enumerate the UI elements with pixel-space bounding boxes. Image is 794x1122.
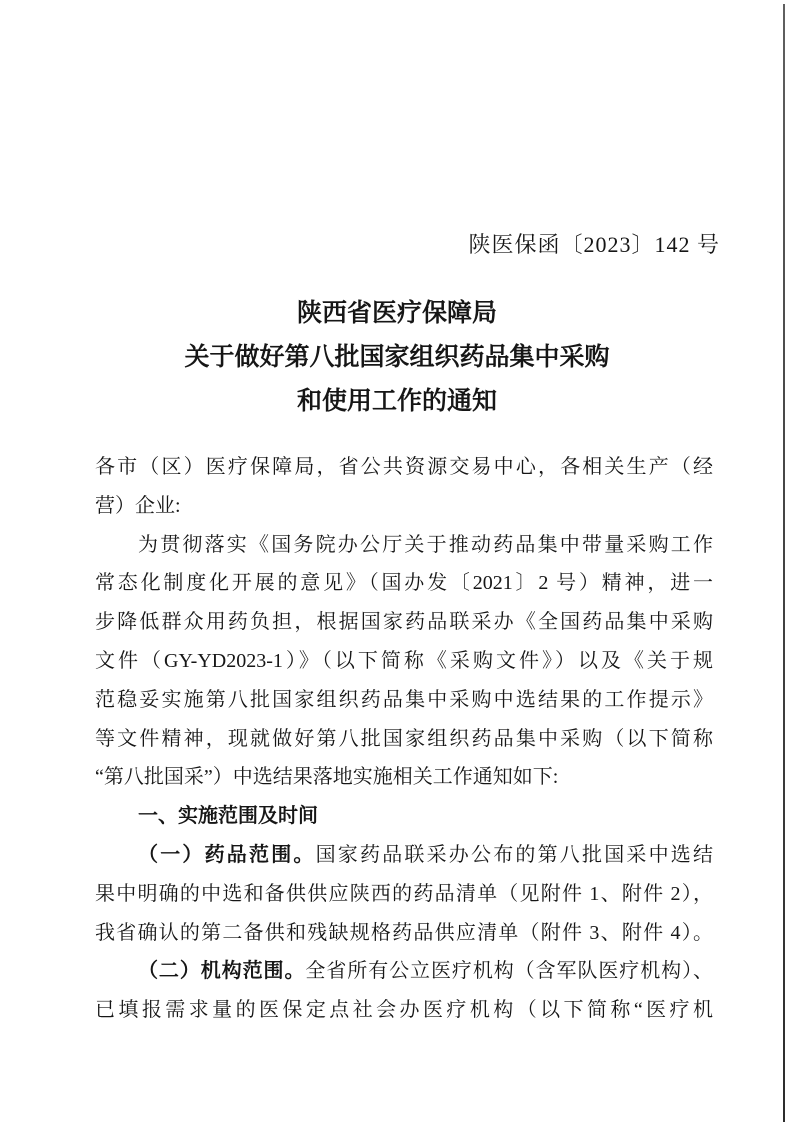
body-line: 为贯彻落实《国务院办公厅关于推动药品集中带量采购工作 [138, 533, 713, 556]
body-line: 已填报需求量的医保定点社会办医疗机构（以下简称“医疗机 [95, 999, 713, 1022]
line-bold-prefix: （一）药品范围。 [138, 843, 316, 866]
title-line-2: 关于做好第八批国家组织药品集中采购 [184, 344, 610, 371]
line-bold-prefix: （二）机构范围。 [138, 960, 306, 983]
document-title [0, 292, 794, 424]
body-line [95, 836, 713, 875]
section-heading: 一、实施范围及时间 [138, 805, 318, 828]
body-line: 范稳妥实施第八批国家组织药品集中采购中选结果的工作提示》 [95, 688, 713, 711]
body-line: “第八批国采”）中选结果落地实施相关工作通知如下: [95, 766, 559, 789]
body-line: 果中明确的中选和备供供应陕西的药品清单（见附件 1、附件 2）， [95, 882, 713, 905]
scan-edge-artifact [783, 4, 785, 1122]
body-line: 常态化制度化开展的意见》（国办发〔2021〕2 号）精神，进一 [95, 572, 713, 595]
title-line-1: 陕西省医疗保障局 [296, 300, 497, 327]
body-line: 文件（GY-YD2023-1）》（以下简称《采购文件》）以及《关于规 [95, 649, 713, 672]
salutation-line: 营）企业: [95, 494, 181, 517]
salutation-line: 各市（区）医疗保障局，省公共资源交易中心，各相关生产（经 [95, 456, 713, 478]
body-line: 我省确认的第二备供和残缺规格药品供应清单（附件 3、附件 4）。 [95, 921, 713, 944]
line-text: 全省所有公立医疗机构（含军队医疗机构）、 [305, 960, 714, 983]
body-line: 步降低群众用药负担，根据国家药品联采办《全国药品集中采购 [95, 611, 713, 634]
body-line: 等文件精神，现就做好第八批国家组织药品集中采购（以下简称 [95, 727, 713, 750]
document-body [95, 448, 713, 1030]
title-line-3: 和使用工作的通知 [296, 388, 497, 415]
body-line [95, 952, 713, 991]
document-number: 陕医保函〔2023〕142 号 [468, 232, 720, 257]
line-text: 国家药品联采办公布的第八批国采中选结 [315, 843, 714, 866]
